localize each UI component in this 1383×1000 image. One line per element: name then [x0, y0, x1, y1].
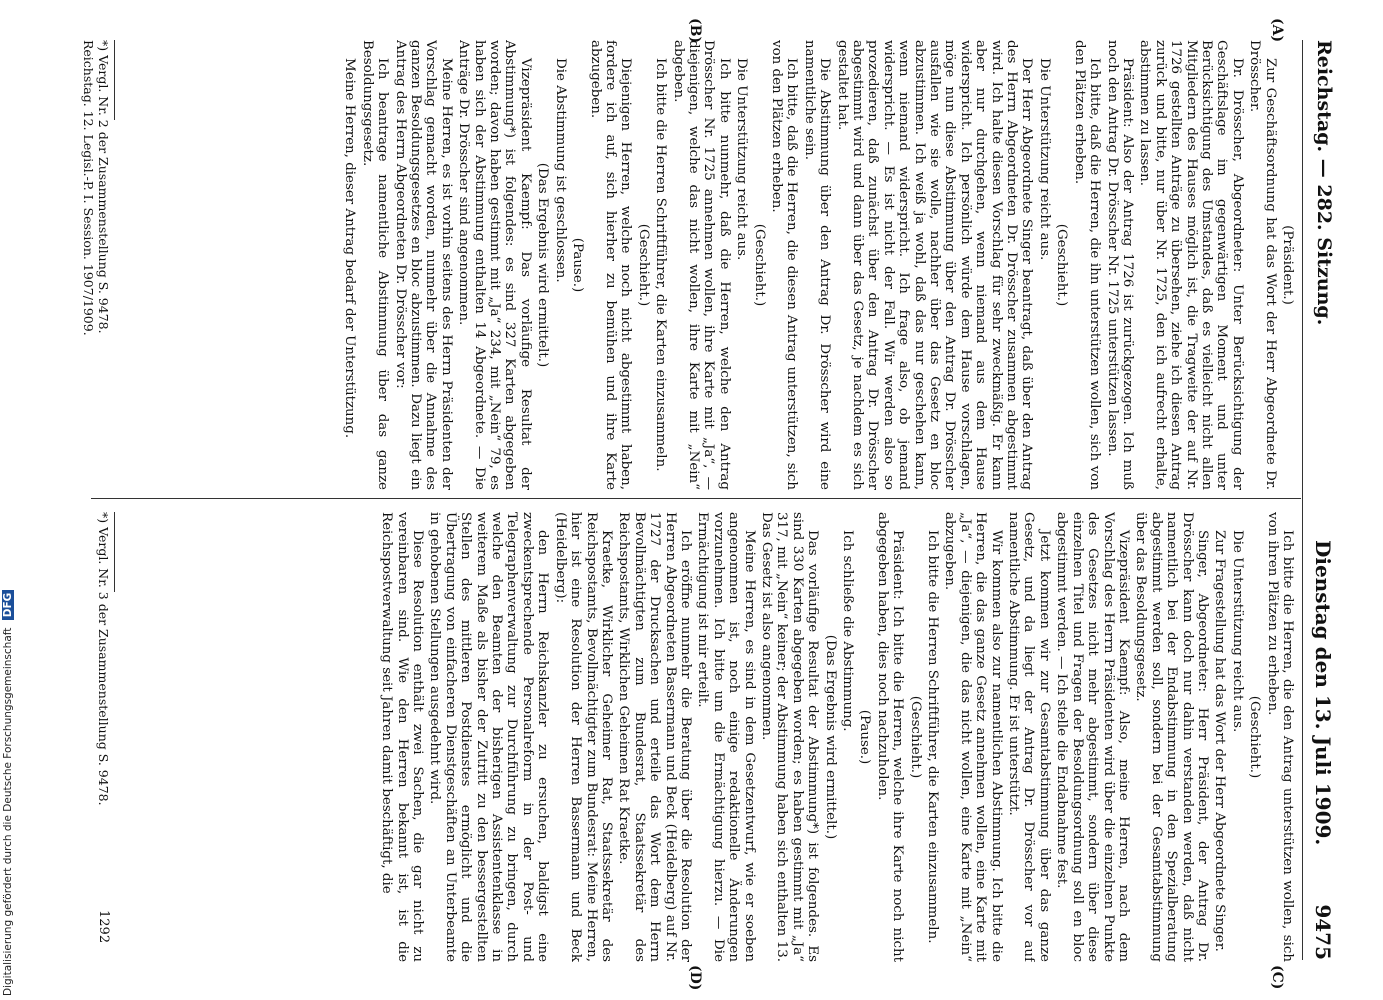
- paragraph: (Geschieht.): [635, 223, 651, 307]
- paragraph: Ich schließe die Abstimmung.: [840, 530, 856, 732]
- header-rule: [1302, 40, 1303, 960]
- paragraph: Meine Herren, dieser Antrag bedarf der Unterstützung.: [342, 58, 358, 439]
- paragraph: Das vorläufige Resultat der Abstimmung*) ist folgendes. Es sind 330 Karten abgegeben worden; es haben gestimmt mit „Ja“ 317, mit „Nein“ keiner; der Abstimmung haben sich enthalten 13. Das Gesetz ist also angenommen.: [759, 512, 821, 962]
- paragraph: Ich bitte, daß die Herren, die diesen Antrag unterstützen, sich von den Plätzen erheben.: [769, 40, 800, 490]
- digitization-credit: [2, 0, 16, 996]
- paragraph: (Geschieht.): [1247, 695, 1263, 779]
- paragraph: den Herrn Reichskanzler zu ersuchen, baldigst eine zweckentsprechende Personalreform in der Post- und Telegraphenverwaltung zur Durchführung zu bringen, durch welche den Beamten der bisherigen Assistentenklasse in weiterem Maße als bisher der Zutritt zu den bessergestellten Stellen des mittleren Postdienstes ermöglicht und die Übertragung von einfacheren Dienstgeschäften an Unterbeamte in gehobenen Stellungen ausgedehnt wird.: [427, 512, 551, 962]
- paragraph: Jetzt kommen wir zur Gesamtabstimmung über das ganze Gesetz, und da liegt der Antrag Dr. Drösscher vor auf namentliche Abstimmung. Er ist unterstützt.: [1006, 512, 1052, 962]
- paragraph: (Das Ergebnis wird ermittelt.): [535, 162, 551, 368]
- bottom-page-number: 1292: [96, 910, 111, 944]
- credit-text: Digitalisierung gefördert durch die Deutsche Forschungsgemeinschaft: [2, 627, 14, 996]
- header-date: Dienstag den 13. Juli 1909.: [1311, 540, 1335, 846]
- page-header: [1305, 40, 1335, 960]
- paragraph: (Geschieht.): [1054, 223, 1070, 307]
- paragraph: Ich eröffne nunmehr die Beratung über die Resolution der Herren Abgeordneten Bassermann und Beck (Heidelberg) auf Nr. 1727 der Drucksachen und erteile das Wort dem Herrn Bevollmächtigten zum Bundesrat, Staatssekretär des Reichspostamts, Wirklichen Geheimen Rat Kraetke.: [616, 512, 693, 962]
- paragraph: Präsident: Ich bitte die Herren, welche ihre Karte noch nicht abgegeben haben, dies noch nachzuholen.: [874, 512, 906, 962]
- header-left-title: Reichstag. — 282. Sitzung.: [1313, 40, 1335, 326]
- right-text-column: [100, 512, 1295, 962]
- paragraph: (Präsident.): [1280, 225, 1295, 305]
- paragraph: Dr. Drösscher, Abgeordneter: Unter Berücksichtigung der Geschäftslage im gegenwärtigen Moment und unter Berücksichtigung des Umstandes, daß es vielleicht nicht allen Mitgliedern des Hauses möglich ist, die Tragweite der auf Nr. 1726 gestellten Anträge zu übersehen, ziehe ich diesen Antrag zurück und bitte, nur über Nr. 1725, den ich aufrecht erhalte, abstimmen zu lassen.: [1137, 40, 1245, 490]
- paragraph: (Geschieht.): [907, 695, 923, 779]
- left-text-column: [100, 40, 1295, 490]
- margin-mark-d: (D): [687, 965, 703, 991]
- column-separator: [91, 498, 1301, 499]
- paragraph: (Das Ergebnis wird ermittelt.): [822, 634, 838, 840]
- paragraph: Die Abstimmung über den Antrag Dr. Drösscher wird eine namentliche sein.: [801, 40, 833, 490]
- paragraph: Ich bitte die Herren Schriftführer, die Karten einzusammeln.: [653, 58, 669, 472]
- paragraph: Ich bitte die Herren Schriftführer, die Karten einzusammeln.: [925, 530, 941, 944]
- margin-mark-c: (C): [1269, 965, 1285, 990]
- paragraph: (Pause.): [570, 237, 586, 293]
- paragraph: Zur Geschäftsordnung hat das Wort der Herr Abgeordnete Dr. Drösscher.: [1247, 40, 1278, 490]
- paragraph: Die Unterstützung reicht aus.: [1229, 530, 1245, 733]
- dfg-logo: DFG: [2, 590, 14, 621]
- paragraph: Präsident: Also der Antrag 1726 ist zurückgezogen. Ich muß noch den Antrag Dr. Drösscher Nr. 1725 unterstützen lassen.: [1104, 40, 1135, 490]
- margin-mark-b: (B): [687, 18, 703, 44]
- paragraph: Kraetke, Wirklicher Geheimer Rat, Staatssekretär des Reichspostamts, Bevollmächtigter zum Bundesrat: Meine Herren, hier ist eine Resolution der Herren Bassermann und Beck (Heidelberg):: [552, 512, 614, 962]
- paragraph: (Pause.): [857, 709, 873, 765]
- paragraph: (Geschieht.): [751, 223, 767, 307]
- left-footnote: [81, 40, 111, 490]
- left-footnote-line-1: *) Vergl. Nr. 2 der Zusammenstellung S. 9478.: [96, 40, 111, 334]
- paragraph: Wir kommen also zur namentlichen Abstimmung. Ich bitte die Herren, die das ganze Gesetz annehmen wollen, eine Karte mit „Ja“, — diejenigen, die das nicht wollen, eine Karte mit „Nein“ abzugeben.: [942, 512, 1004, 962]
- paragraph: Meine Herren, es ist vorhin seitens des Herrn Präsidenten der Vorschlag gemacht worden, nunmehr über die Annahme des ganzen Besoldungsgesetzes en bloc abzustimmen. Dazu liegt ein Antrag des Herrn Abgeordneten Dr. Drösscher vor:: [392, 40, 454, 490]
- paragraph: Die Unterstützung reicht aus.: [734, 58, 750, 261]
- left-footnote-rule: [114, 40, 115, 120]
- paragraph: Meine Herren, es sind in dem Gesetzentwurf, wie er soeben angenommen ist, noch einige redaktionelle Änderungen vorzunehmen. Ich bitte um die Ermächtigung hierzu. — Die Ermächtigung ist mir erteilt.: [695, 512, 757, 962]
- paragraph: Diejenigen Herren, welche noch nicht abgestimmt haben, fordere ich auf, sich hierher zu bemühen und ihre Karte abzugeben.: [587, 40, 634, 490]
- margin-mark-a: (A): [1269, 18, 1285, 43]
- left-footnote-line-2: Reichstag. 12. Legisl.-P. I. Session. 1907/1909.: [81, 40, 96, 336]
- paragraph: Der Herr Abgeordnete Singer beantragt, daß über den Antrag des Herrn Abgeordneten Dr. Drösscher zusammen abgestimmt wird. Ich halte diesen Vorschlag für sehr zweckmäßig. Er kann aber nur durchgehen, wenn niemand aus dem Hause widerspricht. Ich persönlich würde dem Hause vorschlagen, möge nun diese Abstimmung über den Antrag Dr. Drösscher ausfallen wie sie wolle, nachher über das Gesetz en bloc abzustimmen. Ich weiß ja wohl, daß das nur geschehen kann, wenn niemand widerspricht. Ich frage also, ob jemand widerspricht. — Es ist nicht der Fall. Wir werden also so prozedieren, daß zunächst über den Antrag Dr. Drösscher abgestimmt wird und dann über das Gesetz, je nachdem es sich gestaltet hat.: [834, 40, 1035, 490]
- paragraph: Ich beantrage namentliche Abstimmung über das ganze Besoldungsgesetz.: [359, 40, 391, 490]
- header-page-number: 9475: [1311, 904, 1335, 960]
- paragraph: Die Unterstützung reicht aus.: [1036, 58, 1052, 261]
- paragraph: Vizepräsident Kaempf: Das vorläufige Resultat der Abstimmung*) ist folgendes: es sind 327 Karten abgegeben worden; davon haben gestimmt mit „Ja“ 234, mit „Nein“ 79, es haben sich der Abstimmung enthalten 14 Abgeordnete. — Die Anträge Dr. Drösscher sind angenommen.: [456, 40, 533, 490]
- right-footnote: *) Vergl. Nr. 3 der Zusammenstellung S. 9478.: [96, 512, 111, 806]
- paragraph: Zur Fragestellung hat das Wort der Herr Abgeordnete Singer.: [1212, 530, 1228, 952]
- paragraph: Vizepräsident Kaempf: Also, meine Herren, nach dem Vorschlag des Herrn Präsidenten wird über die einzelnen Punkte des Gesetzes nicht mehr abgestimmt, sondern über diese einzelnen Titel und Fragen der Besoldungsordnung soll en bloc abgestimmt werden. — Ich stelle die Endabnahme fest.: [1054, 512, 1131, 962]
- paragraph: Ich bitte die Herren, die den Antrag unterstützen wollen, sich von ihren Plätzen zu erheben.: [1264, 512, 1295, 962]
- paragraph: Die Abstimmung ist geschlossen.: [552, 58, 568, 283]
- right-footnote-rule: [114, 512, 115, 592]
- paragraph: Singer, Abgeordneter: Herr Präsident, der Antrag Dr. Drösscher kann doch nur dahin verstanden werden, daß nicht namentlich bei der Endabstimmung in den Spezialberatung abgestimmt werden soll, sondern bei der Gesamtabstimmung über das Besoldungsgesetz.: [1133, 512, 1210, 962]
- paragraph: Ich bitte, daß die Herren, die ihn unterstützen wollen, sich von den Plätzen erheben.: [1071, 40, 1103, 490]
- paragraph: Ich bitte nunmehr, daß die Herren, welche den Antrag Drösscher Nr. 1725 annehmen wollen, ihre Karte mit „Ja“, — diejenigen, welche das nicht wollen, ihre Karte mit „Nein“ abgeben.: [670, 40, 732, 490]
- paragraph: Diese Resolution enthält zwei Sachen, die gar nicht zu vereinbaren sind. Wie den Herren bekannt ist, ist die Reichspostverwaltung seit Jahren damit beschäftigt, die: [379, 512, 426, 962]
